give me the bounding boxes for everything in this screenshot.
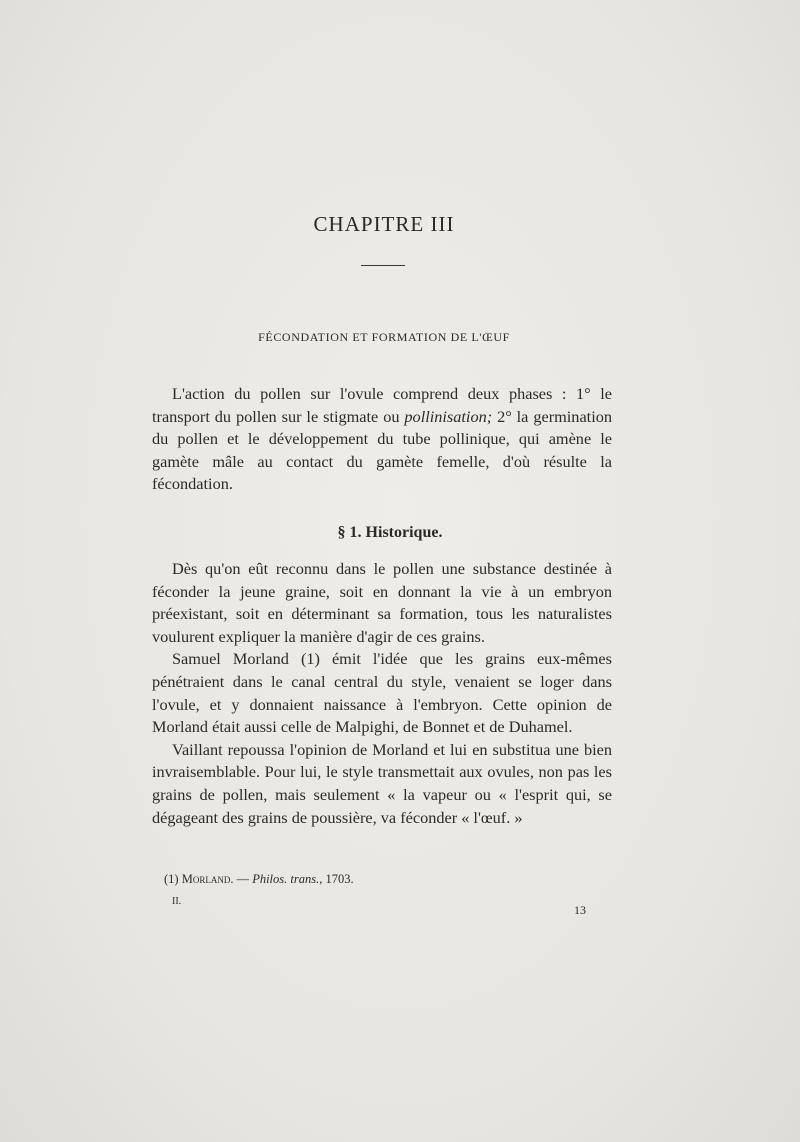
section-heading: § 1. Historique.: [337, 524, 443, 541]
section-body: [152, 558, 612, 829]
footnote-author: Morland.: [181, 872, 234, 886]
footnote-marker: (1): [164, 872, 179, 886]
chapter-heading: FÉCONDATION ET FORMATION DE L'ŒUF: [258, 330, 510, 344]
page-number: 13: [574, 903, 586, 917]
paragraph: Dès qu'on eût reconnu dans le pollen une substance destinée à féconder la jeune graine, soit en donnant la vie à un embryon préexistant, soit en déterminant sa formation, tous les naturalistes voulurent expliquer la manière d'agir de ces grains.: [152, 559, 612, 646]
signature-mark: II.: [172, 896, 182, 907]
intro-term: pollinisation;: [404, 406, 493, 426]
intro-text-2: 2° la germination du pollen et le développement du tube pollinique, qui amène le gamète mâle au contact du gamète femelle, d'où résulte la fécondation.: [152, 406, 612, 494]
intro-paragraph: [152, 383, 612, 496]
paragraph: Vaillant repoussa l'opinion de Morland et lui en substitua une bien invraisemblable. Pour lui, le style transmettait aux ovules, non pas les grains de pollen, mais seulement « la vapeur ou « l'esprit qui, se dégageant des grains de poussière, va féconder « l'œuf. »: [152, 739, 612, 827]
footnote-source: Philos. trans.: [252, 872, 320, 886]
footnote-year: , 1703.: [319, 872, 354, 886]
chapter-title: CHAPITRE III: [313, 212, 455, 236]
footnote: [164, 872, 354, 887]
paragraph: Samuel Morland (1) émit l'idée que les grains eux-mêmes pénétraient dans le canal central du style, venaient se loger dans l'ovule, et y donnaient naissance à l'embryon. Cette opinion de Morland était aussi celle de Malpighi, de Bonnet et de Duhamel.: [152, 649, 612, 737]
title-rule: [361, 265, 405, 266]
intro-text-1: L'action du pollen sur l'ovule comprend deux phases : 1° le transport du pollen sur le stigmate ou: [152, 384, 612, 426]
footnote-dash: —: [233, 872, 253, 886]
